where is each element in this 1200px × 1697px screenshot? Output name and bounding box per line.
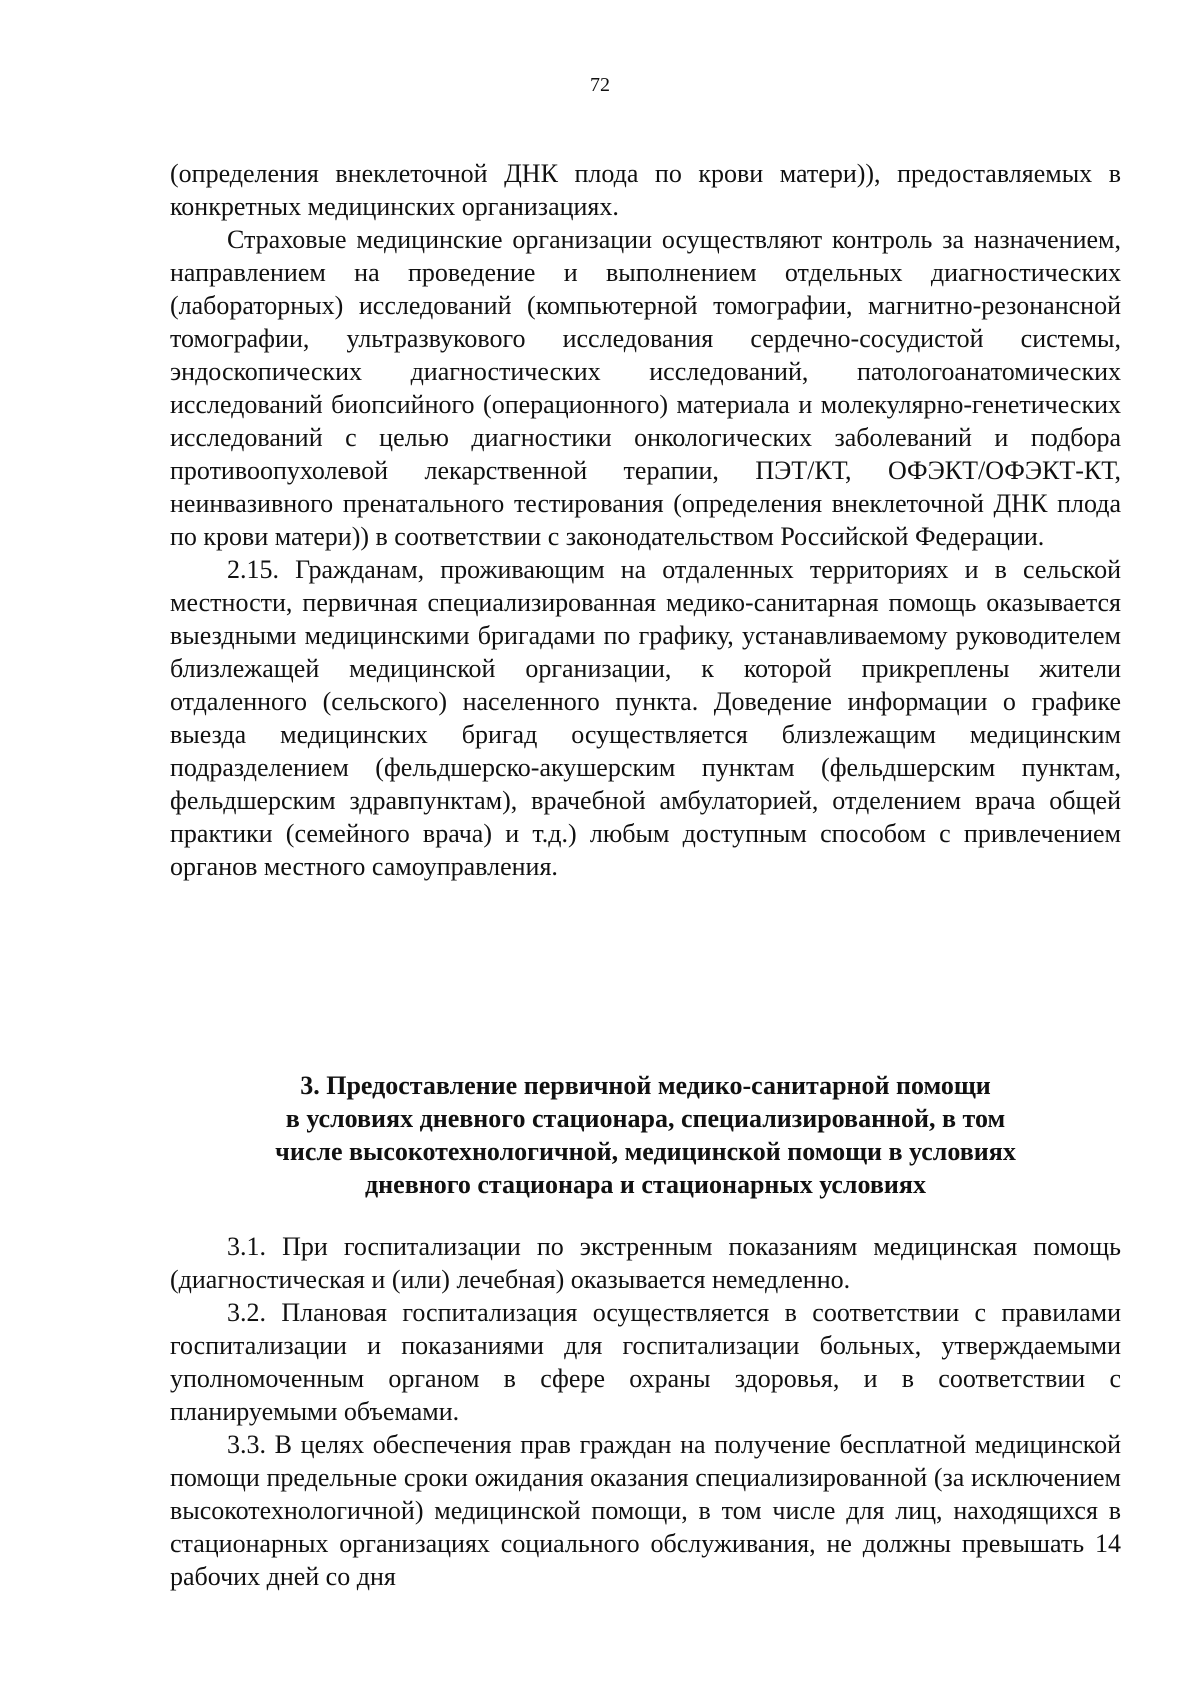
paragraph-continuation: (определения внеклеточной ДНК плода по крови матери)), предоставляемых в конкретных медицинских организациях.	[170, 159, 1121, 221]
paragraph-2-15: 2.15. Гражданам, проживающим на отдаленных территориях и в сельской местности, первичная специализированная медико-санитарная помощь оказывается выездными медицинскими бригадами по графику, устанавливаемому руководителем близлежащей медицинской организации, к которой прикреплены жители отдаленного (сельского) населенного пункта. Доведение информации о графике выезда медицинских бригад осуществляется близлежащим медицинским подразделением (фельдшерско-акушерским пунктам (фельдшерским пунктам, фельдшерским здравпунктам), врачебной амбулаторией, отделением врача общей практики (семейного врача) и т.д.) любым доступным способом с привлечением органов местного самоуправления.	[170, 555, 1121, 881]
heading-line: числе высокотехнологичной, медицинской помощи в условиях	[275, 1137, 1016, 1166]
top-text-block	[170, 157, 1121, 883]
paragraph-3-3: 3.3. В целях обеспечения прав граждан на получение бесплатной медицинской помощи предельные сроки ожидания оказания специализированной (за исключением высокотехнологичной) медицинской помощи, в том числе для лиц, находящихся в стационарных организациях социального обслуживания, не должны превышать 14 рабочих дней со дня	[170, 1430, 1121, 1591]
paragraph-insurance-control: Страховые медицинские организации осуществляют контроль за назначением, направлением на проведение и выполнением отдельных диагностических (лабораторных) исследований (компьютерной томографии, магнитно-резонансной томографии, ультразвукового исследования сердечно-сосудистой системы, эндоскопических диагностических исследований, патологоанатомических исследований биопсийного (операционного) материала и молекулярно-генетических исследований с целью диагностики онкологических заболеваний и подбора противоопухолевой лекарственной терапии, ПЭТ/КТ, ОФЭКТ/ОФЭКТ-КТ, неинвазивного пренатального тестирования (определения внеклеточной ДНК плода по крови матери)) в соответствии с законодательством Российской Федерации.	[170, 225, 1121, 551]
heading-line: дневного стационара и стационарных условиях	[365, 1170, 926, 1199]
heading-line: в условиях дневного стационара, специализированной, в том	[285, 1104, 1006, 1133]
heading-line: 3. Предоставление первичной медико-санитарной помощи	[300, 1071, 991, 1100]
paragraph-3-1: 3.1. При госпитализации по экстренным показаниям медицинская помощь (диагностическая и (или) лечебная) оказывается немедленно.	[170, 1232, 1121, 1294]
bottom-text-block	[170, 1230, 1121, 1593]
section-heading	[170, 1069, 1121, 1201]
paragraph-3-2: 3.2. Плановая госпитализация осуществляется в соответствии с правилами госпитализации и показаниями для госпитализации больных, утверждаемыми уполномоченным органом в сфере охраны здоровья, и в соответствии с планируемыми объемами.	[170, 1298, 1121, 1426]
page-number: 72	[590, 74, 610, 96]
